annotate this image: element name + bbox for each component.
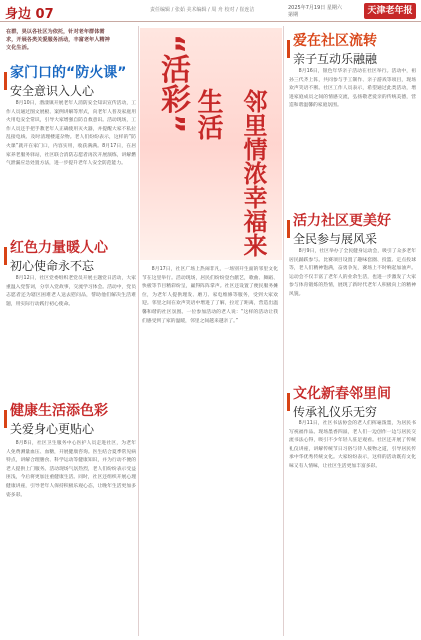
section-name: 身边 07 xyxy=(5,7,54,22)
s3-heading xyxy=(4,400,108,437)
r3-heading xyxy=(287,383,391,420)
issue-date: 2025年7月19日 星期六 xyxy=(288,5,342,11)
r1-body: 8月16日，银色年华亲子活动在社区举行。活动中，祖孙三代齐上阵，共同参与手工制作、亲子游戏等项目，现场欢声笑语不断。社区工作人员表示，希望通过此类活动，增进家庭成员之间的情感交流，弘扬敬老爱亲的传统美德，营造和谐温馨的家庭氛围。 xyxy=(289,69,416,109)
r2-subtitle: 全民参与展风采 xyxy=(293,232,378,246)
feature-title-2: 生活 xyxy=(193,88,223,140)
intro-text: 在群，昊以各社区为依托，针对老年群体需求，开展各类关爱服务活动，丰富老年人精神文化生活。 xyxy=(6,29,110,51)
r1-title: 爱在社区流转 xyxy=(293,33,377,49)
r3-body: 8月11日，社区书法协会的老人们挥毫泼墨，为居民书写祝福作品。现场墨香四溢，老人们一边创作一边与居民交流书法心得，吸引不少年轻人驻足观看。社区还开展了传统礼仪讲座，讲解传统节日习俗与待人接物之道，引导居民传承中华优秀传统文化。大家纷纷表示，这样的活动既有文化味又有人情味，让社区生活更加丰富多彩。 xyxy=(289,421,416,469)
column-divider-2 xyxy=(283,26,284,636)
s1-title: 家门口的“防火课” xyxy=(10,65,127,81)
r3-title: 文化新春邻里间 xyxy=(293,386,391,402)
s3-subtitle: 关爱身心更贴心 xyxy=(10,422,95,436)
center-body: 8月17日，社区广场上热闹非凡，一场别开生面的邻里文化节在这里举行。活动现场，居民们纷纷登台献艺，歌曲、舞蹈、快板等节目精彩纷呈，赢得阵阵掌声。社区还设置了便民服务摊位，为老年人提供理发、磨刀、家电维修等服务，受到大家欢迎。邻里之间在欢声笑语中增进了了解，拉近了距离，营造出温馨和谐的社区氛围。一位参加活动的老人说：“这样的活动让我们感受到了家的温暖，邻里之间越来越亲了。” xyxy=(142,267,278,324)
masthead-logo: 天津老年报 xyxy=(364,3,416,19)
r1-heading xyxy=(287,30,377,67)
s1-body: 8月10日，潜漾镇开展老年人消防安全知识宣传活动，工作人员通过图文展板、案例讲解等形式，向老年人普及家庭用火用电安全常识，引导大家增强自防自救意识。活动现场，工作人员还手把手教老年人正确使用灭火器，并提醒大家不私拉乱接电线、及时清理楼道杂物。老人们纷纷表示，这样的“防火课”就开在家门口，内容实用，收获满满。8月17日，在居家养老服务驿站，社区联合消防志愿者再次开展演练，讲解燃气泄漏应急处置方法，进一步提升老年人安全防范能力。 xyxy=(6,101,136,167)
page-header xyxy=(0,0,421,22)
feature-banner xyxy=(140,28,282,260)
issue-number: 第期 xyxy=(288,12,299,18)
feature-title-3: 邻里情浓幸福来 xyxy=(239,89,267,257)
column-divider xyxy=(138,26,139,636)
s2-heading xyxy=(4,237,108,274)
feature-title-1: “活彩” xyxy=(155,34,190,134)
r2-body: 8月9日，社区举办了全民健身运动会，吸引了众多老年居民踊跃参与。比赛项目设置了趣味套圈、投篮、定点投球等，老人们精神饱满，奋勇争先，赛场上不时响起加油声。运动会不仅丰富了老年人的业余生活，也进一步激发了大家参与体育锻炼的热情，展现了新时代老年人积极向上的精神风貌。 xyxy=(289,249,416,297)
s1-subtitle: 安全意识入人心 xyxy=(10,84,95,98)
s2-subtitle: 初心使命永不忘 xyxy=(10,259,95,273)
s2-body: 8月12日，社区党委组织老党员开展主题党日活动，大家重温入党誓词，分享入党故事，交流学习体会。活动中，党员志愿者还为辖区困难老人送去慰问品，帮助他们解决生活难题，用实际行动践行初心使命。 xyxy=(6,276,136,307)
r2-title: 活力社区更美好 xyxy=(293,213,391,229)
s1-heading xyxy=(4,62,126,99)
s2-title: 红色力量暖人心 xyxy=(10,240,108,256)
r1-subtitle: 亲子互动乐融融 xyxy=(293,52,378,66)
s3-body: 8月8日，社区卫生服务中心医护人员走进社区，为老年人免费测量血压、血糖，开展健康咨询。医生结合夏季常见病特点，讲解合理膳食、科学运动等健康知识，并为行动不便的老人提供上门服务。活动现场气氛热烈，老人们纷纷表示受益匪浅，今后将更加注重健康生活。同时，社区还组织开展心理健康讲座，引导老年人保持积极乐观心态，让晚年生活更加多姿多彩。 xyxy=(6,441,136,498)
editor-line: 责任编辑 / 张茹 美术编辑 / 周 舟 校对 / 崔连洁 xyxy=(150,7,255,13)
r3-subtitle: 传承礼仪乐无穷 xyxy=(293,405,378,419)
r2-heading xyxy=(287,210,391,247)
s3-title: 健康生活添色彩 xyxy=(10,403,108,419)
